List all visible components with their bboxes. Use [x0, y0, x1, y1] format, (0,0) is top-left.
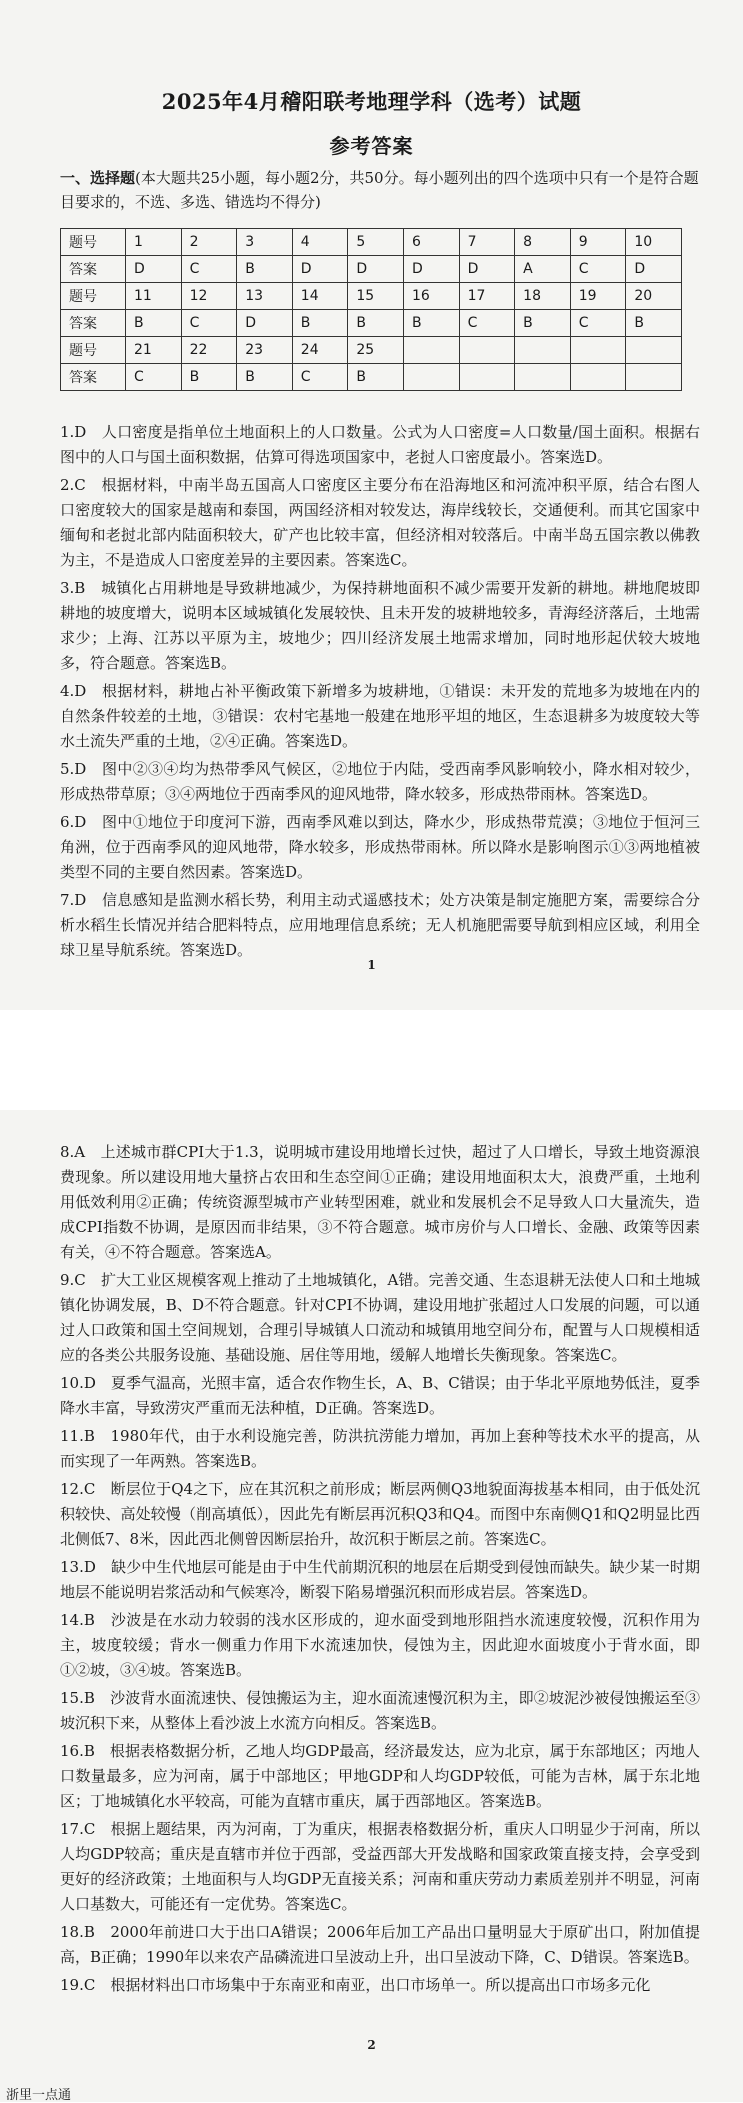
table-cell: 10	[626, 229, 682, 256]
table-cell: 21	[126, 337, 182, 364]
table-cell	[570, 364, 626, 391]
table-cell: B	[626, 310, 682, 337]
answer-explanation: 15.B 沙波背水面流速快、侵蚀搬运为主，迎水面流速慢沉积为主，即②坡泥沙被侵蚀搬运至③坡沉积下来，从整体上看沙波上水流方向相反。答案选B。	[60, 1689, 700, 1732]
table-cell: B	[292, 310, 348, 337]
answer-explanation: 6.D 图中①地位于印度河下游，西南季风难以到达，降水少，形成热带荒漠；③地位于恒河三角洲，位于西南季风的迎风地带，降水较多，形成热带雨林。所以降水是影响图示①③两地植被类型不同的主要自然因素。答案选D。	[60, 813, 700, 881]
table-row-question	[61, 283, 682, 310]
table-cell	[403, 337, 459, 364]
table-cell: 7	[459, 229, 515, 256]
table-cell: 1	[126, 229, 182, 256]
document-subtitle: 参考答案	[329, 134, 414, 158]
table-row-question	[61, 229, 682, 256]
table-cell: 9	[570, 229, 626, 256]
table-cell: 5	[348, 229, 404, 256]
table-cell	[570, 337, 626, 364]
table-cell: 11	[126, 283, 182, 310]
table-cell: 14	[292, 283, 348, 310]
table-cell: C	[570, 256, 626, 283]
answer-explanation: 7.D 信息感知是监测水稻长势，利用主动式遥感技术；处方决策是制定施肥方案，需要综合分析水稻生长情况并结合肥料特点，应用地理信息系统；无人机施肥需要导航到相应区域，利用全球卫星导航系统。答案选D。	[60, 891, 700, 959]
table-cell: 4	[292, 229, 348, 256]
table-cell: B	[181, 364, 237, 391]
table-cell: 22	[181, 337, 237, 364]
page-number: 2	[367, 2038, 376, 2052]
table-cell: D	[626, 256, 682, 283]
table-cell: D	[292, 256, 348, 283]
page-gap	[0, 1010, 743, 1110]
page-number: 1	[367, 958, 376, 972]
table-cell	[459, 364, 515, 391]
table-row-answer	[61, 310, 682, 337]
answer-explanation: 11.B 1980年代，由于水利设施完善，防洪抗涝能力增加，再加上套种等技术水平的提高，从而实现了一年两熟。答案选B。	[60, 1427, 700, 1470]
answer-explanation: 4.D 根据材料，耕地占补平衡政策下新增多为坡耕地，①错误：未开发的荒地多为坡地在内的自然条件较差的土地，③错误：农村宅基地一般建在地形平坦的地区，生态退耕多为坡度较大等水土流失严重的土地，②④正确。答案选D。	[60, 682, 700, 750]
table-cell: B	[237, 364, 293, 391]
table-row-label: 答案	[61, 256, 126, 283]
table-cell: 23	[237, 337, 293, 364]
answer-explanation: 5.D 图中②③④均为热带季风气候区，②地位于内陆，受西南季风影响较小，降水相对较少，形成热带草原；③④两地位于西南季风的迎风地带，降水较多，形成热带雨林。答案选D。	[60, 760, 700, 803]
table-cell: B	[403, 310, 459, 337]
table-row-label: 题号	[61, 229, 126, 256]
section-note: (本大题共25小题，每小题2分，共50分。每小题列出的四个选项中只有一个是符合题目要求的，不选、多选、错选均不得分)	[60, 169, 699, 211]
table-cell: B	[348, 310, 404, 337]
table-cell: D	[348, 256, 404, 283]
table-cell: C	[570, 310, 626, 337]
table-cell: 25	[348, 337, 404, 364]
table-cell: 17	[459, 283, 515, 310]
table-cell: 8	[515, 229, 571, 256]
section-heading	[60, 166, 700, 214]
answer-explanation: 17.C 根据上题结果，丙为河南，丁为重庆，根据表格数据分析，重庆人口明显少于河南，所以人均GDP较高；重庆是直辖市并位于西部，受益西部大开发战略和国家政策直接支持，会享受到更好的经济政策；土地面积与人均GDP无直接关系；河南和重庆劳动力素质差别并不明显，河南人口基数大，可能还有一定优势。答案选C。	[60, 1820, 700, 1913]
answer-sheet-page-1	[0, 0, 743, 1010]
table-row-label: 答案	[61, 310, 126, 337]
document-title: 2025年4月稽阳联考地理学科（选考）试题	[161, 89, 582, 114]
answer-explanation: 12.C 断层位于Q4之下，应在其沉积之前形成；断层两侧Q3地貌面海拔基本相同，由于低处沉积较快、高处较慢（削高填低），因此先有断层再沉积Q3和Q4。而图中东南侧Q1和Q2明显比西北侧低7、8米，因此西北侧曾因断层抬升，故沉积于断层之前。答案选C。	[60, 1480, 700, 1548]
table-cell: C	[181, 310, 237, 337]
table-cell: 13	[237, 283, 293, 310]
table-row-label: 题号	[61, 337, 126, 364]
answer-sheet-page-2	[0, 1110, 743, 2102]
answer-explanation: 19.C 根据材料出口市场集中于东南亚和南亚，出口市场单一。所以提高出口市场多元化	[60, 1976, 651, 1994]
answer-explanation: 3.B 城镇化占用耕地是导致耕地减少，为保持耕地面积不减少需要开发新的耕地。耕地爬坡即耕地的坡度增大，说明本区域城镇化发展较快、且未开发的坡耕地较多，青海经济落后，土地需求少；上海、江苏以平原为主，坡地少；四川经济发展土地需求增加，同时地形起伏较大坡地多，符合题意。答案选B。	[60, 579, 700, 672]
table-cell: 16	[403, 283, 459, 310]
answer-explanation: 1.D 人口密度是指单位土地面积上的人口数量。公式为人口密度=人口数量/国土面积。根据右图中的人口与国土面积数据，估算可得选项国家中，老挝人口密度最小。答案选D。	[60, 423, 700, 466]
table-row-question	[61, 337, 682, 364]
table-cell	[459, 337, 515, 364]
answer-explanation: 2.C 根据材料，中南半岛五国高人口密度区主要分布在沿海地区和河流冲积平原，结合右图人口密度较大的国家是越南和泰国，两国经济相对较发达，海岸线较长，交通便利。而其它国家中缅甸和老挝北部内陆面积较大，矿产也比较丰富，但经济相对较落后。中南半岛五国宗教以佛教为主，不是造成人口密度差异的主要因素。答案选C。	[60, 476, 700, 569]
explanations-page-2	[60, 1140, 700, 2001]
table-cell: B	[237, 256, 293, 283]
table-cell	[515, 337, 571, 364]
table-cell: 12	[181, 283, 237, 310]
answer-explanation: 8.A 上述城市群CPI大于1.3，说明城市建设用地增长过快，超过了人口增长，导致土地资源浪费现象。所以建设用地大量挤占农田和生态空间①正确；建设用地面积太大，浪费严重，土地利用低效利用②正确；传统资源型城市产业转型困难，就业和发展机会不足导致人口大量流失，造成CPI指数不协调，是原因而非结果，③不符合题意。城市房价与人口增长、金融、政策等因素有关，④不符合题意。答案选A。	[60, 1143, 700, 1261]
table-cell: 6	[403, 229, 459, 256]
table-cell	[515, 364, 571, 391]
answer-explanation: 16.B 根据表格数据分析，乙地人均GDP最高，经济最发达，应为北京，属于东部地区；丙地人口数量最多，应为河南，属于中部地区；甲地GDP和人均GDP较低，可能为吉林，属于东北地区；丁地城镇化水平较高，可能为直辖市重庆，属于西部地区。答案选B。	[60, 1742, 700, 1810]
table-cell: B	[515, 310, 571, 337]
table-cell: D	[403, 256, 459, 283]
section-lead: 一、选择题	[60, 169, 136, 187]
explanations-page-1	[60, 420, 700, 966]
table-row-answer	[61, 256, 682, 283]
table-cell: A	[515, 256, 571, 283]
table-cell	[403, 364, 459, 391]
answer-explanation: 9.C 扩大工业区规模客观上推动了土地城镇化，A错。完善交通、生态退耕无法使人口和土地城镇化协调发展，B、D不符合题意。针对CPI不协调，建设用地扩张超过人口发展的问题，可以通过人口政策和国土空间规划，合理引导城镇人口流动和城镇用地空间分布，配置与人口规模相适应的各类公共服务设施、基础设施、居住等用地，缓解人地增长失衡现象。答案选C。	[60, 1271, 700, 1364]
table-cell: 19	[570, 283, 626, 310]
table-cell: C	[459, 310, 515, 337]
table-cell	[626, 364, 682, 391]
table-cell: 20	[626, 283, 682, 310]
table-cell: 18	[515, 283, 571, 310]
table-row-label: 答案	[61, 364, 126, 391]
table-row-answer	[61, 364, 682, 391]
answer-explanation: 13.D 缺少中生代地层可能是由于中生代前期沉积的地层在后期受到侵蚀而缺失。缺少某一时期地层不能说明岩浆活动和气候寒冷，断裂下陷易增强沉积而形成岩层。答案选D。	[60, 1558, 700, 1601]
watermark-text: 浙里一点通	[6, 2088, 72, 2103]
table-cell: D	[126, 256, 182, 283]
answer-explanation: 10.D 夏季气温高，光照丰富，适合农作物生长，A、B、C错误；由于华北平原地势低洼，夏季降水丰富，导致涝灾严重而无法种植，D正确。答案选D。	[60, 1374, 700, 1417]
table-cell: B	[348, 364, 404, 391]
table-cell: C	[181, 256, 237, 283]
answer-explanation: 18.B 2000年前进口大于出口A错误；2006年后加工产品出口量明显大于原矿出口，附加值提高，B正确；1990年以来农产品磷流进口呈波动上升，出口呈波动下降，C、D错误。答案选B。	[60, 1923, 700, 1966]
answer-table	[60, 228, 682, 391]
table-cell	[626, 337, 682, 364]
table-cell: D	[459, 256, 515, 283]
table-cell: B	[126, 310, 182, 337]
table-row-label: 题号	[61, 283, 126, 310]
table-cell: 15	[348, 283, 404, 310]
table-cell: 24	[292, 337, 348, 364]
table-cell: D	[237, 310, 293, 337]
table-cell: 3	[237, 229, 293, 256]
answer-explanation: 14.B 沙波是在水动力较弱的浅水区形成的，迎水面受到地形阻挡水流速度较慢，沉积作用为主，坡度较缓；背水一侧重力作用下水流速加快，侵蚀为主，因此迎水面坡度小于背水面，即①②坡，③④坡。答案选B。	[60, 1611, 700, 1679]
table-cell: 2	[181, 229, 237, 256]
table-cell: C	[292, 364, 348, 391]
table-cell: C	[126, 364, 182, 391]
